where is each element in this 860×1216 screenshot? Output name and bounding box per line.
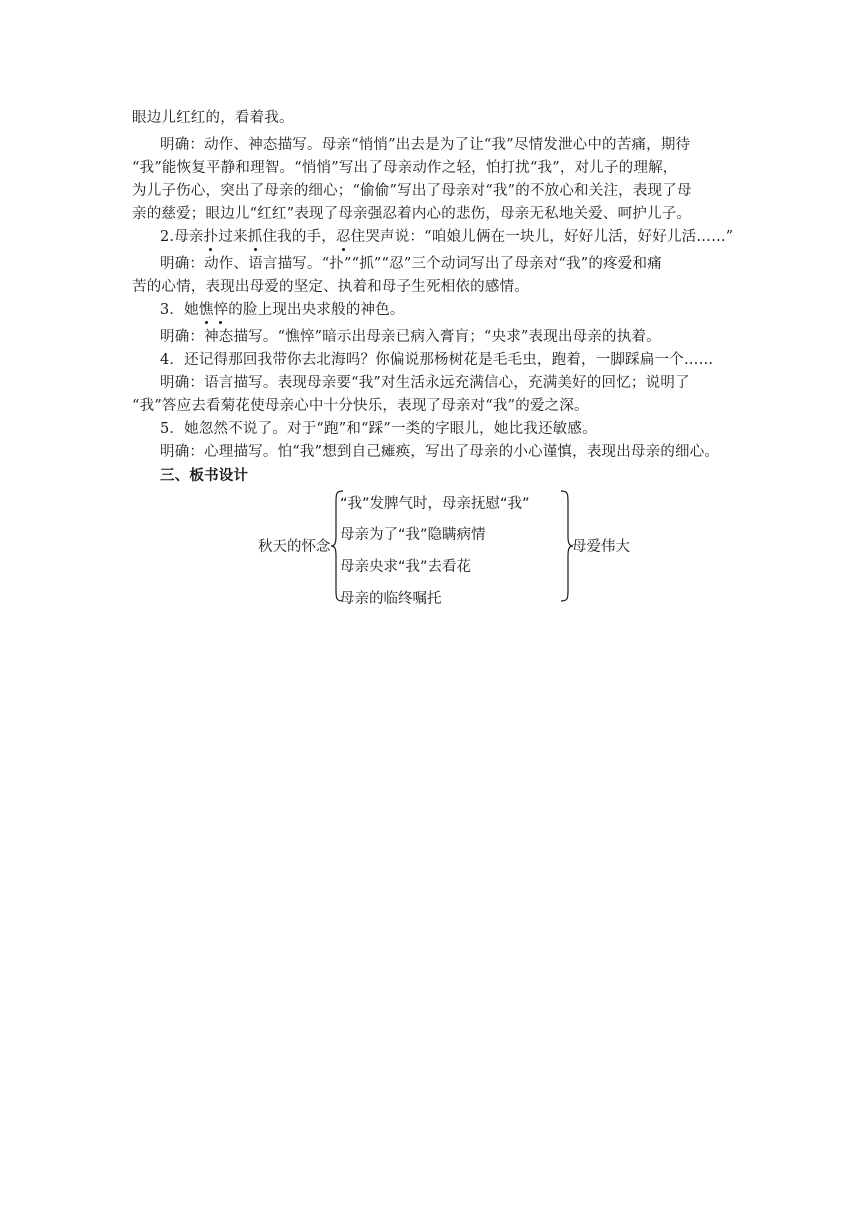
text-line: 明确：心理描写。怕“我”想到自己瘫痪，写出了母亲的小心谨慎，表现出母亲的细心。	[160, 444, 720, 460]
text-line: 亲的慈爱；眼边儿“红红”表现了母亲强忍着内心的悲伤，母亲无私地关爱、呵护儿子。	[132, 206, 692, 222]
text-line: “我”能恢复平静和理智。“悄悄”写出了母亲动作之轻，怕打扰“我”，对儿子的理解，	[132, 160, 678, 176]
text-line: 明确：神态描写。“憔悴”暗示出母亲已病入膏肓；“央求”表现出母亲的执着。	[160, 329, 661, 345]
board-item: 母亲为了“我”隐瞒病情	[340, 527, 486, 543]
emphasis-char: 抓	[247, 229, 263, 245]
emphasis-char: 忍	[335, 229, 351, 245]
board-conclusion: 母爱伟大	[572, 539, 630, 555]
text-segment: 住哭声说：“咱娘儿俩在一块儿，好好儿活，好好儿活……”	[350, 229, 734, 245]
text-line: 为儿子伤心，突出了母亲的细心；“偷偷”写出了母亲对“我”的不放心和关注，表现了母	[132, 183, 692, 199]
text-line: 5．她忽然不说了。对于“跑”和“踩”一类的字眼儿，她比我还敏感。	[160, 421, 597, 437]
text-line: 眼边儿红红的，看着我。	[132, 110, 294, 126]
text-segment: 住我的手，	[262, 229, 336, 245]
text-segment: 2.母亲	[160, 229, 204, 245]
text-line: 明确：语言描写。表现母亲要“我”对生活永远充满信心，充满美好的回忆；说明了	[160, 375, 690, 391]
board-item: 母亲央求“我”去看花	[340, 559, 472, 575]
board-title: 秋天的怀念	[258, 539, 331, 555]
text-line: 明确：动作、神态描写。母亲“悄悄”出去是为了让“我”尽情发泄心中的苦痛，期待	[160, 137, 691, 153]
text-segment: 3．她	[160, 302, 199, 318]
board-item: “我”发脾气时，母亲抚慰“我”	[340, 496, 530, 512]
board-item: 母亲的临终嘱托	[340, 591, 442, 607]
text-segment: 的脸上现出央求般的神色。	[228, 302, 405, 318]
text-segment: 过来	[218, 229, 248, 245]
text-line: “我”答应去看菊花使母亲心中十分快乐，表现了母亲对“我”的爱之深。	[132, 398, 589, 414]
emphasis-char: 悴	[213, 302, 229, 318]
emphasis-char: 憔	[198, 302, 214, 318]
emphasis-char: 扑	[203, 229, 219, 245]
text-line: 苦的心情，表现出母爱的坚定、执着和母子生死相依的感情。	[132, 279, 529, 295]
section-heading: 三、板书设计	[160, 468, 249, 484]
text-line: 4．还记得那回我带你去北海吗？你偏说那杨树花是毛毛虫，跑着，一脚踩扁一个……	[160, 352, 714, 368]
text-line: 明确：动作、语言描写。“扑”“抓”“忍”三个动词写出了母亲对“我”的疼爱和痛	[160, 256, 662, 272]
